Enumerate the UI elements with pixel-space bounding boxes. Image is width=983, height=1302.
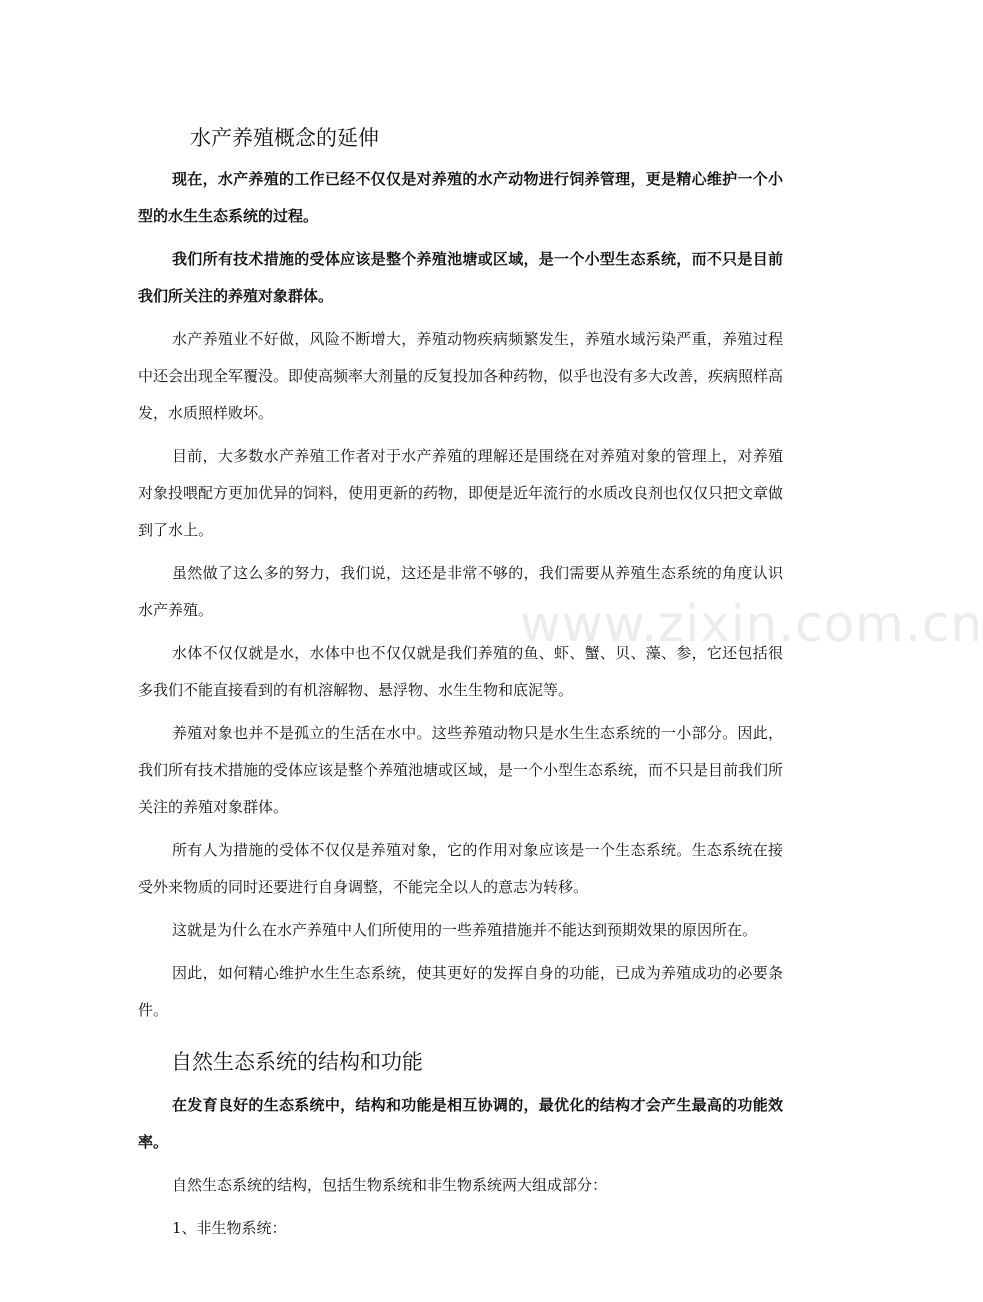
paragraph: 这就是为什么在水产养殖中人们所使用的一些养殖措施并不能达到预期效果的原因所在。 xyxy=(172,921,758,939)
paragraph: 因此，如何精心维护水生生态系统，使其更好的发挥自身的功能，已成为养殖成功的必要条件。 xyxy=(138,964,783,1019)
paragraph: 我们所有技术措施的受体应该是整个养殖池塘或区域，是一个小型生态系统，而不只是目前我们所关注的养殖对象群体。 xyxy=(138,250,783,305)
paragraph: 水体不仅仅就是水，水体中也不仅仅就是我们养殖的鱼、虾、蟹、贝、藻、参，它还包括很多我们不能直接看到的有机溶解物、悬浮物、水生生物和底泥等。 xyxy=(138,644,783,699)
paragraph: 养殖对象也并不是孤立的生活在水中。这些养殖动物只是水生生态系统的一小部分。因此，我们所有技术措施的受体应该是整个养殖池塘或区域，是一个小型生态系统，而不只是目前我们所关注的养殖对象群体。 xyxy=(138,724,784,816)
watermark: www.zixin.com.cn xyxy=(520,595,983,653)
paragraph: 所有人为措施的受体不仅仅是养殖对象，它的作用对象应该是一个生态系统。生态系统在接受外来物质的同时还要进行自身调整，不能完全以人的意志为转移。 xyxy=(138,841,783,896)
paragraph: 现在，水产养殖的工作已经不仅仅是对养殖的水产动物进行饲养管理，更是精心维护一个小型的水生生态系统的过程。 xyxy=(138,170,783,225)
list-item: 1、非生物系统： xyxy=(172,1219,287,1237)
section-title-aquaculture-concept: 水产养殖概念的延伸 xyxy=(190,126,379,150)
paragraph: 目前，大多数水产养殖工作者对于水产养殖的理解还是围绕在对养殖对象的管理上，对养殖对象投喂配方更加优异的饲料，使用更新的药物，即便是近年流行的水质改良剂也仅仅只把文章做到了水上。 xyxy=(138,447,784,539)
section-title-ecosystem-structure: 自然生态系统的结构和功能 xyxy=(171,1050,423,1074)
paragraph: 水产养殖业不好做，风险不断增大，养殖动物疾病频繁发生，养殖水域污染严重，养殖过程中还会出现全军覆没。即使高频率大剂量的反复投加各种药物，似乎也没有多大改善，疾病照样高发，水质照样败坏。 xyxy=(138,330,784,422)
paragraph: 在发育良好的生态系统中，结构和功能是相互协调的，最优化的结构才会产生最高的功能效率。 xyxy=(138,1096,783,1151)
paragraph: 虽然做了这么多的努力，我们说，这还是非常不够的，我们需要从养殖生态系统的角度认识水产养殖。 xyxy=(138,564,783,619)
document-body xyxy=(138,121,783,1253)
paragraph: 自然生态系统的结构，包括生物系统和非生物系统两大组成部分： xyxy=(172,1176,608,1194)
